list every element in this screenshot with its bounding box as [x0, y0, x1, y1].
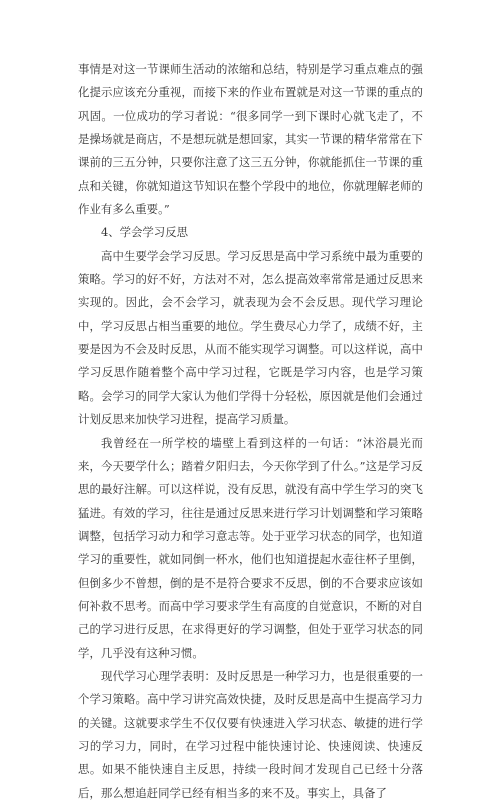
paragraph-learning-psychology: 现代学习心理学表明：及时反思是一种学习力，也是很重要的一个学习策略。高中学习讲究高效快捷，及时反思是高中生提高学习力的关键。这就要求学生不仅仅要有快速进入学习状态、敏捷的进行学习的学习力，同时，在学习过程中能快速讨论、快速阅读、快速反思。如果不能快速自主反思，持续一段时间才发现自己已经十分落后，那么想追赶同学已经有相当多的来不及。事实上，具备了 [78, 668, 423, 800]
paragraph-reflection-importance: 高中生要学会学习反思。学习反思是高中学习系统中最为重要的策略。学习的好不好，方法对不对，怎么提高效率常常是通过反思来实现的。因此，会不会学习，就表现为会不会反思。现代学习理论中，学习反思占相当重要的地位。学生费尽心力学了，成绩不好，主要是因为不会及时反思，从而不能实现学习调整。可以这样说，高中学习反思作随着整个高中学习过程，它既是学习内容，也是学习策略。会学习的同学大家认为他们学得十分轻松，原因就是他们会通过计划反思来加快学习进程，提高学习质量。 [78, 248, 423, 427]
section-heading-learning-reflection: 4、学会学习反思 [101, 225, 188, 240]
paragraph-class-summary: 事情是对这一节课师生活动的浓缩和总结，特别是学习重点难点的强化提示应该充分重视，而接下来的作业布置就是对这一节课的重点的巩固。一位成功的学习者说：“很多同学一到下课时心就飞走了，不是操场就是商店，不是想玩就是想回家，其实一节课的精华常常在下课前的三五分钟，只要你注意了这三五分钟，你就能抓住一节课的重点和关键，你就知道这节知识在整个学段中的地位，你就理解老师的作业有多么重要。” [78, 62, 423, 217]
paragraph-school-wall-quote: 我曾经在一所学校的墙壁上看到这样的一句话：“沐浴晨光而来，今天要学什么；踏着夕阳归去，今天你学到了什么。”这是学习反思的最好注解。可以这样说，没有反思，就没有高中学生学习的突飞猛进。有效的学习，往往是通过反思来进行学习计划调整和学习策略调整，包括学习动力和学习意志等。处于亚学习状态的同学，也知道学习的重要性，就如同倒一杯水，他们也知道提起水壶往杯子里倒，但倒多少不曾想，倒的是不是符合要求不反思，倒的不合要求应该如何补救不思考。而高中学习要求学生有高度的自觉意识，不断的对自己的学习进行反思，在求得更好的学习调整，但处于亚学习状态的同学，几乎没有这种习惯。 [78, 435, 423, 660]
document-page [78, 58, 423, 805]
